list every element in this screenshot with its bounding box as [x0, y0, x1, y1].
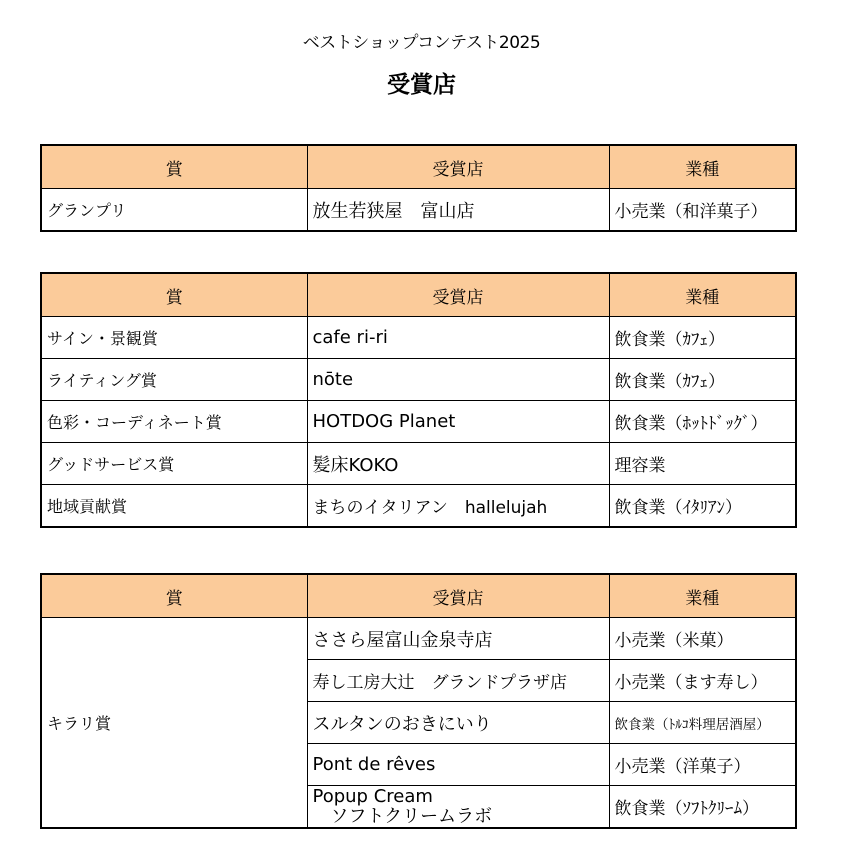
- category-cell: 理容業: [609, 443, 796, 485]
- category-cell: 小売業（和洋菓子）: [609, 189, 796, 232]
- table-row: [41, 485, 796, 528]
- table-row: [41, 618, 796, 660]
- category-cell: 飲食業（ｶﾌｪ）: [609, 317, 796, 359]
- table-header-row: [41, 145, 796, 189]
- category-cell: 飲食業（ﾄﾙｺ料理居酒屋）: [609, 702, 796, 744]
- table-row: [41, 317, 796, 359]
- category-cell: 小売業（米菓）: [609, 618, 796, 660]
- category-cell: 飲食業（ｲﾀﾘｱﾝ）: [609, 485, 796, 528]
- page-subtitle: 受賞店: [387, 72, 456, 98]
- award-cell: グッドサービス賞: [41, 443, 307, 485]
- column-header-shop: 受賞店: [307, 574, 609, 618]
- award-cell: キラリ賞: [41, 618, 307, 829]
- award-cell: ライティング賞: [41, 359, 307, 401]
- award-cell: 地域貢献賞: [41, 485, 307, 528]
- column-header-award: 賞: [41, 574, 307, 618]
- category-cell: 飲食業（ﾎｯﾄﾄﾞｯｸﾞ）: [609, 401, 796, 443]
- table-row: [41, 359, 796, 401]
- category-cell: 飲食業（ｿﾌﾄｸﾘｰﾑ）: [609, 786, 796, 829]
- shop-cell: スルタンのおきにいり: [307, 702, 609, 744]
- category-cell: 小売業（洋菓子）: [609, 744, 796, 786]
- award-cell: 色彩・コーディネート賞: [41, 401, 307, 443]
- table-row: [41, 189, 796, 232]
- column-header-category: 業種: [609, 145, 796, 189]
- shop-cell: cafe ri-ri: [307, 317, 609, 359]
- column-header-category: 業種: [609, 574, 796, 618]
- table-row: [41, 401, 796, 443]
- table-header-row: [41, 273, 796, 317]
- column-header-award: 賞: [41, 273, 307, 317]
- shop-cell: ささら屋富山金泉寺店: [307, 618, 609, 660]
- column-header-shop: 受賞店: [307, 145, 609, 189]
- shop-cell: 放生若狭屋 富山店: [307, 189, 609, 232]
- page-title: ベストショップコンテスト2025: [302, 33, 541, 53]
- column-header-category: 業種: [609, 273, 796, 317]
- table-row: [41, 443, 796, 485]
- shop-cell: まちのイタリアン hallelujah: [307, 485, 609, 528]
- award-cell: サイン・景観賞: [41, 317, 307, 359]
- kirari-award-table: [40, 573, 797, 829]
- column-header-award: 賞: [41, 145, 307, 189]
- category-cell: 飲食業（ｶﾌｪ）: [609, 359, 796, 401]
- award-cell: グランプリ: [41, 189, 307, 232]
- shop-name-line1: Popup Cream: [312, 785, 433, 807]
- category-cell: 小売業（ます寿し）: [609, 660, 796, 702]
- shop-cell: 寿し工房大辻 グランドプラザ店: [307, 660, 609, 702]
- shop-cell: HOTDOG Planet: [307, 401, 609, 443]
- column-header-shop: 受賞店: [307, 273, 609, 317]
- shop-name-line2: ソフトクリームラボ: [312, 805, 493, 827]
- grand-prix-table: [40, 144, 797, 232]
- shop-cell: [307, 786, 609, 829]
- shop-cell: 髪床KOKO: [307, 443, 609, 485]
- shop-cell: Pont de rêves: [307, 744, 609, 786]
- shop-cell: nōte: [307, 359, 609, 401]
- special-awards-table: [40, 272, 797, 528]
- table-header-row: [41, 574, 796, 618]
